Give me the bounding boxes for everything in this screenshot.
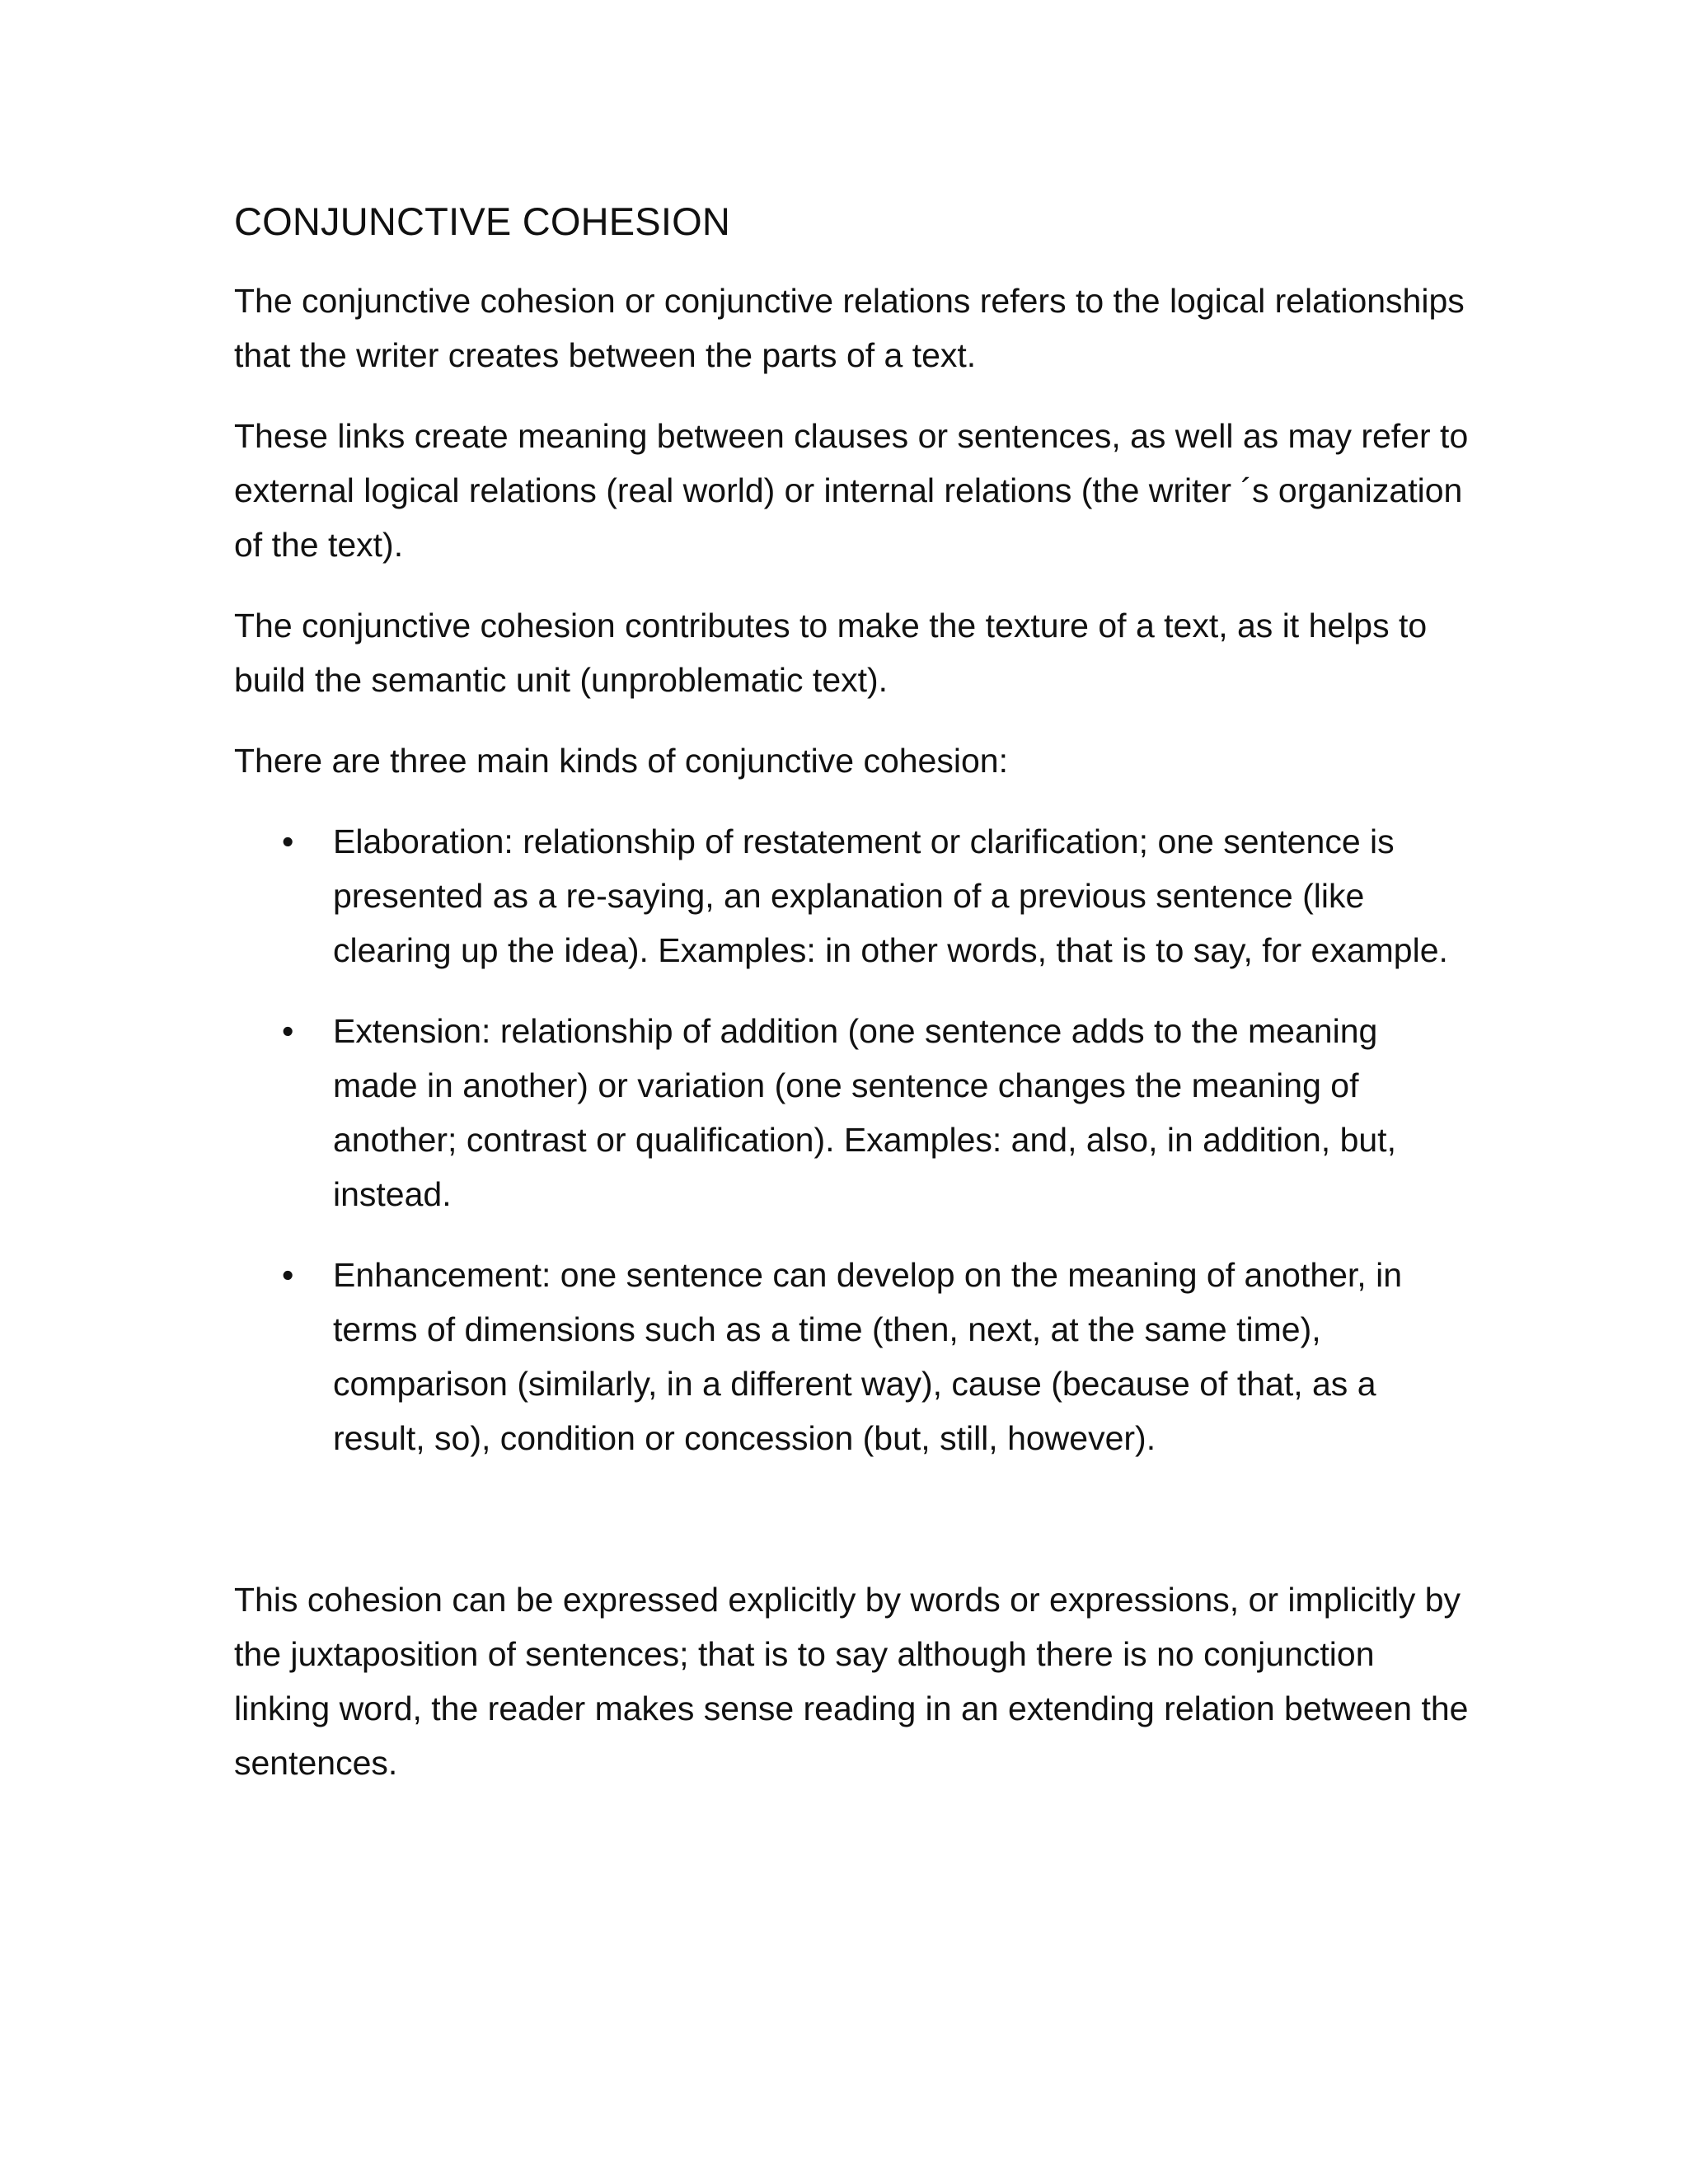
list-item-text: Enhancement: one sentence can develop on the meaning of another, in terms of dimensions such as a time (then, next, at the same time), comparison (similarly, in a different way), cause (because of that, as a result, so), condition or concession (but, still, however).	[333, 1256, 1403, 1457]
document-title: CONJUNCTIVE COHESION	[234, 199, 730, 243]
paragraph-definition: The conjunctive cohesion or conjunctive relations refers to the logical relationships that the writer creates between the parts of a text.	[234, 282, 1465, 374]
kinds-list	[234, 814, 1470, 1465]
paragraph-conclusion: This cohesion can be expressed explicitly by words or expressions, or implicitly by the juxtaposition of sentences; that is to say although there is no conjunction linking word, the reader makes sense reading in an extending relation between the sentences.	[234, 1581, 1469, 1782]
blank-line	[234, 1492, 1470, 1572]
bullet-icon: •	[282, 1012, 294, 1050]
list-item-text: Extension: relationship of addition (one sentence adds to the meaning made in another) or variation (one sentence changes the meaning of another; contrast or qualification). Examples: and, also, in addition, but, instead.	[333, 1012, 1396, 1213]
list-item-text: Elaboration: relationship of restatement or clarification; one sentence is presented as a re-saying, an explanation of a previous sentence (like clearing up the idea). Examples: in other words, that is to say, for example.	[333, 823, 1448, 969]
list-item-extension	[234, 1004, 1470, 1221]
list-item-enhancement	[234, 1248, 1470, 1465]
paragraph-kinds-intro: There are three main kinds of conjunctive cohesion:	[234, 742, 1008, 780]
bullet-icon: •	[282, 823, 294, 860]
document-page	[234, 194, 1470, 1816]
list-item-elaboration	[234, 814, 1470, 977]
paragraph-texture: The conjunctive cohesion contributes to make the texture of a text, as it helps to build the semantic unit (unproblematic text).	[234, 607, 1428, 699]
bullet-icon: •	[282, 1256, 294, 1294]
paragraph-links: These links create meaning between clauses or sentences, as well as may refer to external logical relations (real world) or internal relations (the writer ´s organization of the text).	[234, 417, 1469, 564]
